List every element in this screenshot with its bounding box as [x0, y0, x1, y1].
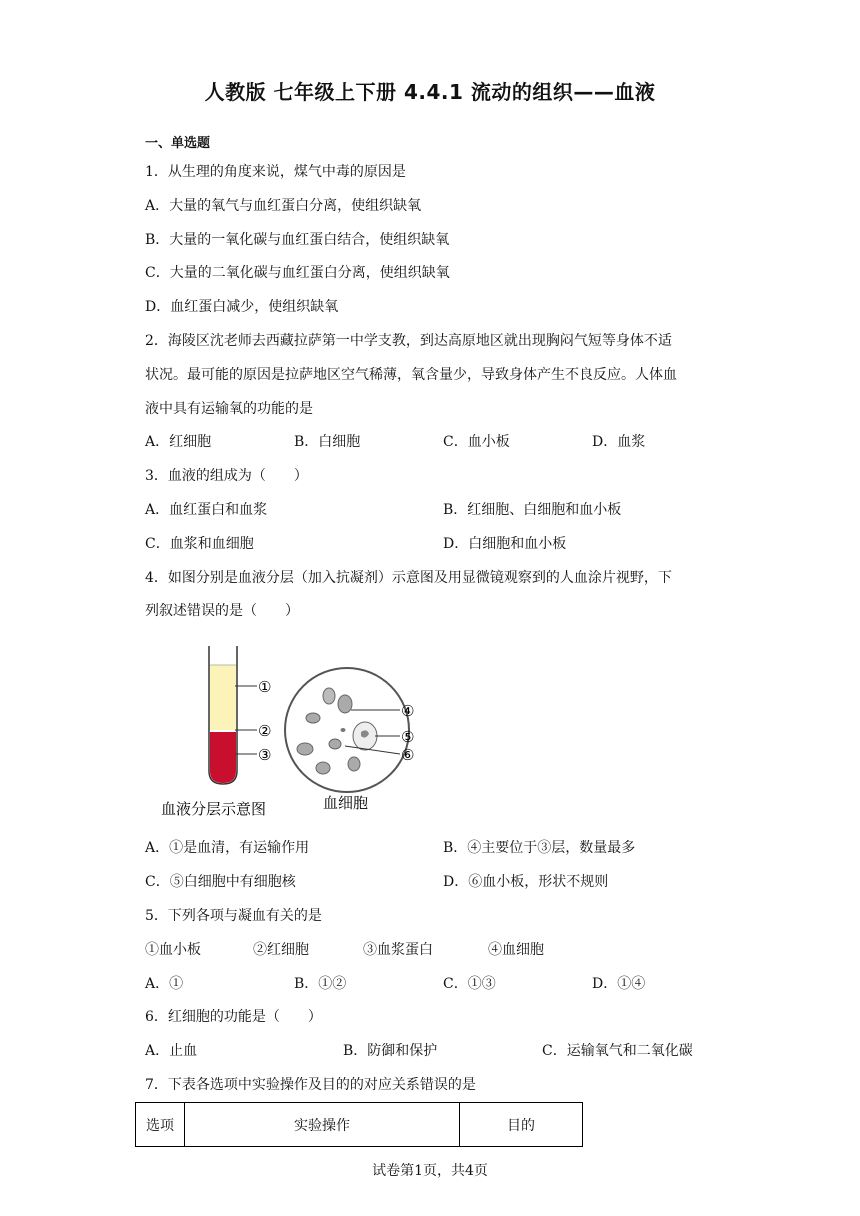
question-5-stem: 5．下列各项与凝血有关的是	[145, 908, 322, 924]
microscope-view-diagram	[285, 668, 414, 792]
question-6-option-a: A．止血	[145, 1043, 198, 1059]
table-header-operation: 实验操作	[185, 1103, 460, 1147]
question-7-stem: 7．下表各选项中实验操作及目的的对应关系错误的是	[145, 1077, 476, 1093]
question-5-item-3: ③血浆蛋白	[363, 942, 433, 958]
question-3-stem: 3．血液的组成为（ ）	[145, 468, 308, 484]
question-2-stem-line-3: 液中具有运输氧的功能的是	[145, 401, 313, 417]
label-4: ④	[401, 702, 415, 720]
question-2-option-c: C．血小板	[443, 434, 510, 450]
question-6-option-b: B．防御和保护	[343, 1043, 438, 1059]
blood-figure	[155, 638, 445, 820]
page-title: 人教版 七年级上下册 4.4.1 流动的组织——血液	[204, 80, 656, 104]
test-tube-diagram	[209, 646, 271, 784]
question-5-option-a: A．①	[145, 976, 184, 992]
question-1-option-d: D．血红蛋白减少，使组织缺氧	[145, 299, 339, 315]
question-3-option-b: B．红细胞、白细胞和血小板	[443, 502, 622, 518]
question-6-stem: 6．红细胞的功能是（ ）	[145, 1009, 322, 1025]
table-header-purpose: 目的	[460, 1103, 583, 1147]
cells-caption: 血细胞	[323, 794, 369, 812]
question-2-stem-line-2: 状况。最可能的原因是拉萨地区空气稀薄，氧含量少，导致身体产生不良反应。人体血	[145, 367, 677, 383]
question-1-option-c: C．大量的二氧化碳与血红蛋白分离，使组织缺氧	[145, 265, 450, 281]
question-1-option-a: A．大量的氧气与血红蛋白分离，使组织缺氧	[145, 198, 422, 214]
question-5-item-4: ④血细胞	[488, 942, 544, 958]
question-6-option-c: C．运输氧气和二氧化碳	[542, 1043, 693, 1059]
experiment-table	[135, 1102, 583, 1147]
question-5-option-d: D．①④	[592, 976, 646, 992]
label-6: ⑥	[401, 746, 415, 764]
question-4-option-a: A．①是血清，有运输作用	[145, 840, 310, 856]
tube-caption: 血液分层示意图	[161, 800, 267, 818]
question-2-option-b: B．白细胞	[294, 434, 361, 450]
question-3-option-d: D．白细胞和血小板	[443, 536, 567, 552]
question-1-stem: 1．从生理的角度来说，煤气中毒的原因是	[145, 164, 406, 180]
label-2: ②	[258, 722, 272, 740]
blood-cell-layer	[210, 732, 236, 783]
question-4-stem-line-2: 列叙述错误的是（ ）	[145, 603, 299, 619]
question-4-option-d: D．⑥血小板，形状不规则	[443, 874, 609, 890]
plasma-layer	[210, 665, 236, 730]
question-2-option-a: A．红细胞	[145, 434, 212, 450]
question-5-option-c: C．①③	[443, 976, 496, 992]
question-3-option-a: A．血红蛋白和血浆	[145, 502, 268, 518]
question-5-item-1: ①血小板	[145, 942, 201, 958]
question-4-stem-line-1: 4．如图分别是血液分层（加入抗凝剂）示意图及用显微镜观察到的人血涂片视野，下	[145, 570, 672, 586]
question-2-option-d: D．血浆	[592, 434, 646, 450]
question-4-option-b: B．④主要位于③层，数量最多	[443, 840, 636, 856]
table-header-row	[136, 1103, 583, 1147]
label-1: ①	[258, 678, 272, 696]
section-heading: 一、单选题	[145, 136, 211, 151]
question-4-option-c: C．⑤白细胞中有细胞核	[145, 874, 296, 890]
label-5: ⑤	[401, 728, 415, 746]
question-3-option-c: C．血浆和血细胞	[145, 536, 254, 552]
question-1-option-b: B．大量的一氧化碳与血红蛋白结合，使组织缺氧	[145, 232, 450, 248]
page-footer: 试卷第1页，共4页	[372, 1163, 488, 1179]
question-5-option-b: B．①②	[294, 976, 347, 992]
table-header-option: 选项	[136, 1103, 185, 1147]
question-2-stem-line-1: 2．海陵区沈老师去西藏拉萨第一中学支教，到达高原地区就出现胸闷气短等身体不适	[145, 333, 672, 349]
question-5-item-2: ②红细胞	[253, 942, 309, 958]
label-3: ③	[258, 746, 272, 764]
